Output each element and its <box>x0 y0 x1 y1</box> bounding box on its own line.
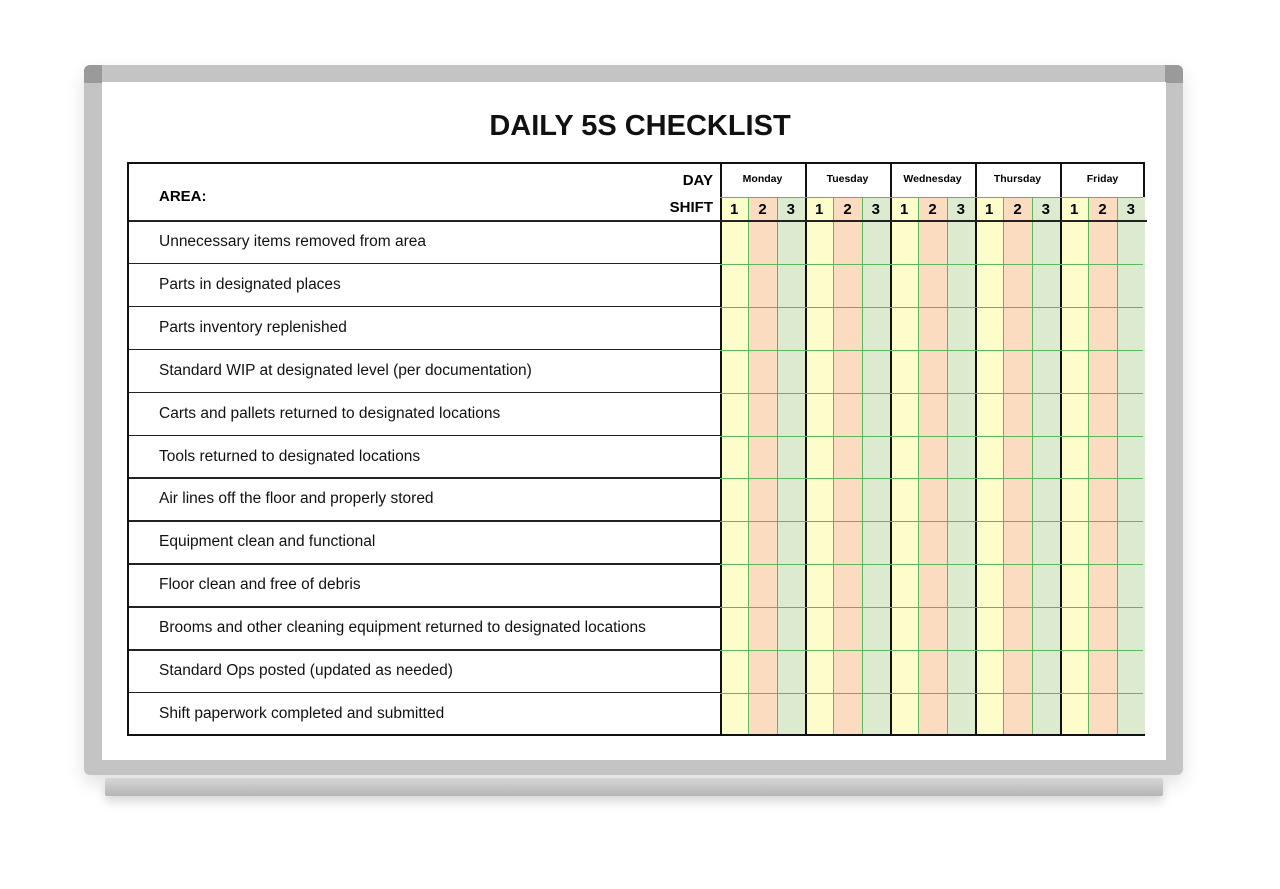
checkbox-cell[interactable] <box>833 478 861 521</box>
checkbox-cell[interactable] <box>862 393 890 436</box>
checkbox-cell[interactable] <box>975 607 1003 650</box>
checkbox-cell[interactable] <box>975 693 1003 736</box>
checklist-item-label: Air lines off the floor and properly stored <box>159 490 434 508</box>
checkbox-cell[interactable] <box>1032 307 1060 350</box>
shift-number: 1 <box>899 201 909 218</box>
checkbox-cell[interactable] <box>1117 521 1145 564</box>
checkbox-cell[interactable] <box>1060 521 1088 564</box>
divider <box>720 197 1143 198</box>
row-divider <box>129 392 720 394</box>
checkbox-cell[interactable] <box>1032 650 1060 693</box>
checkbox-cell[interactable] <box>833 393 861 436</box>
shift-number: 2 <box>1013 201 1022 218</box>
checklist-item-label: Carts and pallets returned to designated locations <box>159 404 501 422</box>
checkbox-cell[interactable] <box>777 478 805 521</box>
checkbox-cell[interactable] <box>862 564 890 607</box>
checkbox-cell[interactable] <box>862 650 890 693</box>
checkbox-cell[interactable] <box>862 478 890 521</box>
shift-number: 3 <box>1126 201 1135 218</box>
checkbox-cell[interactable] <box>720 521 748 564</box>
shift-number: 2 <box>843 201 852 218</box>
checkbox-cell[interactable] <box>720 350 748 393</box>
checklist-item-label: Tools returned to designated locations <box>159 447 421 465</box>
row-divider <box>129 220 1147 222</box>
checkbox-cell[interactable] <box>947 221 975 264</box>
checkbox-cell[interactable] <box>975 650 1003 693</box>
checkbox-cell[interactable] <box>1032 436 1060 479</box>
day-name: Friday <box>1086 173 1119 185</box>
shift-number: 3 <box>1041 201 1050 218</box>
checkbox-cell[interactable] <box>805 350 833 393</box>
day-name: Tuesday <box>826 173 869 185</box>
checkbox-cell[interactable] <box>1032 521 1060 564</box>
checkbox-cell[interactable] <box>1032 564 1060 607</box>
checklist-item-label: Floor clean and free of debris <box>159 576 361 594</box>
checkbox-cell[interactable] <box>890 693 918 736</box>
checkbox-cell[interactable] <box>805 478 833 521</box>
checkbox-cell[interactable] <box>748 436 776 479</box>
checkbox-cell[interactable] <box>1060 693 1088 736</box>
checkbox-cell[interactable] <box>805 436 833 479</box>
checkbox-cell[interactable] <box>975 478 1003 521</box>
checkbox-cell[interactable] <box>890 264 918 307</box>
shift-label: SHIFT <box>669 199 713 216</box>
checkbox-cell[interactable] <box>1032 693 1060 736</box>
checkbox-cell[interactable] <box>1003 264 1031 307</box>
grid-line <box>720 436 1143 437</box>
checkbox-cell[interactable] <box>805 393 833 436</box>
row-divider <box>129 477 720 479</box>
checkbox-cell[interactable] <box>918 264 946 307</box>
checkbox-cell[interactable] <box>1003 221 1031 264</box>
checkbox-cell[interactable] <box>1060 436 1088 479</box>
grid-line <box>720 393 1143 394</box>
shift-number: 3 <box>786 201 795 218</box>
checkbox-cell[interactable] <box>862 693 890 736</box>
checkbox-cell[interactable] <box>947 564 975 607</box>
checkbox-cell[interactable] <box>862 607 890 650</box>
checklist-item-label: Standard Ops posted (updated as needed) <box>159 662 453 679</box>
checkbox-cell[interactable] <box>918 650 946 693</box>
checkbox-cell[interactable] <box>947 650 975 693</box>
checkbox-cell[interactable] <box>777 521 805 564</box>
checkbox-cell[interactable] <box>975 221 1003 264</box>
checkbox-cell[interactable] <box>1117 264 1145 307</box>
checkbox-cell[interactable] <box>1003 521 1031 564</box>
checkbox-cell[interactable] <box>1060 650 1088 693</box>
checkbox-cell[interactable] <box>1088 307 1116 350</box>
grid-line <box>720 607 1143 608</box>
checkbox-cell[interactable] <box>805 264 833 307</box>
checkbox-cell[interactable] <box>748 607 776 650</box>
checkbox-cell[interactable] <box>720 564 748 607</box>
checkbox-cell[interactable] <box>1088 564 1116 607</box>
checkbox-cell[interactable] <box>1060 307 1088 350</box>
checkbox-cell[interactable] <box>890 521 918 564</box>
checkbox-cell[interactable] <box>1088 693 1116 736</box>
row-divider <box>129 263 720 265</box>
checkbox-cell[interactable] <box>720 607 748 650</box>
checkbox-cell[interactable] <box>1088 650 1116 693</box>
checkbox-cell[interactable] <box>1117 607 1145 650</box>
checkbox-cell[interactable] <box>805 607 833 650</box>
grid-line <box>720 650 1143 651</box>
shift-number: 1 <box>1069 201 1079 218</box>
checkbox-cell[interactable] <box>805 650 833 693</box>
checkbox-cell[interactable] <box>748 307 776 350</box>
checkbox-cell[interactable] <box>1003 650 1031 693</box>
row-divider <box>129 692 720 694</box>
checkbox-cell[interactable] <box>777 307 805 350</box>
checkbox-cell[interactable] <box>890 221 918 264</box>
checkbox-cell[interactable] <box>1117 221 1145 264</box>
shift-number: 1 <box>729 201 739 218</box>
checkbox-cell[interactable] <box>777 564 805 607</box>
checkbox-cell[interactable] <box>1088 350 1116 393</box>
checkbox-cell[interactable] <box>1032 350 1060 393</box>
checkbox-cell[interactable] <box>890 436 918 479</box>
page-title: DAILY 5S CHECKLIST <box>489 110 791 142</box>
checkbox-cell[interactable] <box>890 307 918 350</box>
checkbox-cell[interactable] <box>1003 393 1031 436</box>
checkbox-cell[interactable] <box>805 693 833 736</box>
checkbox-cell[interactable] <box>918 221 946 264</box>
checkbox-cell[interactable] <box>862 307 890 350</box>
checkbox-cell[interactable] <box>918 693 946 736</box>
checkbox-cell[interactable] <box>918 607 946 650</box>
checkbox-cell[interactable] <box>833 221 861 264</box>
checkbox-cell[interactable] <box>1032 393 1060 436</box>
checkbox-cell[interactable] <box>1060 607 1088 650</box>
checkbox-cell[interactable] <box>720 264 748 307</box>
checkbox-cell[interactable] <box>862 350 890 393</box>
checklist-item-label: Shift paperwork completed and submitted <box>159 704 445 722</box>
row-divider <box>129 649 720 651</box>
checkbox-cell[interactable] <box>1088 393 1116 436</box>
day-name: Wednesday <box>903 173 962 185</box>
row-divider <box>129 563 720 565</box>
shift-number: 2 <box>1098 201 1107 218</box>
grid-line <box>720 564 1143 565</box>
checkbox-cell[interactable] <box>777 393 805 436</box>
checkbox-cell[interactable] <box>748 478 776 521</box>
checkbox-cell[interactable] <box>1117 693 1145 736</box>
checkbox-cell[interactable] <box>947 607 975 650</box>
checkbox-cell[interactable] <box>833 350 861 393</box>
checkbox-cell[interactable] <box>1060 478 1088 521</box>
marker-tray <box>105 778 1163 796</box>
grid-line <box>720 350 1143 351</box>
checkbox-cell[interactable] <box>862 264 890 307</box>
checkbox-cell[interactable] <box>833 521 861 564</box>
checkbox-cell[interactable] <box>1060 350 1088 393</box>
checkbox-cell[interactable] <box>947 521 975 564</box>
checkbox-cell[interactable] <box>918 521 946 564</box>
checkbox-cell[interactable] <box>1088 264 1116 307</box>
checkbox-cell[interactable] <box>720 693 748 736</box>
checkbox-cell[interactable] <box>1003 478 1031 521</box>
checklist-table <box>127 162 1145 736</box>
checkbox-cell[interactable] <box>1003 607 1031 650</box>
checkbox-cell[interactable] <box>890 478 918 521</box>
shift-number: 2 <box>928 201 937 218</box>
checkbox-cell[interactable] <box>748 393 776 436</box>
checkbox-cell[interactable] <box>720 436 748 479</box>
checkbox-cell[interactable] <box>805 307 833 350</box>
shift-number: 3 <box>956 201 965 218</box>
grid-line <box>720 521 1143 522</box>
checkbox-cell[interactable] <box>862 221 890 264</box>
checkbox-cell[interactable] <box>1032 478 1060 521</box>
checkbox-cell[interactable] <box>1117 307 1145 350</box>
checkbox-cell[interactable] <box>805 521 833 564</box>
checkbox-cell[interactable] <box>748 221 776 264</box>
checkbox-cell[interactable] <box>1117 350 1145 393</box>
checkbox-cell[interactable] <box>1117 650 1145 693</box>
grid-line <box>720 693 1143 694</box>
checkbox-cell[interactable] <box>1088 221 1116 264</box>
checkbox-cell[interactable] <box>862 521 890 564</box>
area-label: AREA: <box>159 188 207 205</box>
checkbox-cell[interactable] <box>918 350 946 393</box>
checkbox-cell[interactable] <box>1060 564 1088 607</box>
checkbox-cell[interactable] <box>975 393 1003 436</box>
checkbox-cell[interactable] <box>748 350 776 393</box>
checkbox-cell[interactable] <box>833 264 861 307</box>
row-divider <box>129 349 720 351</box>
checkbox-cell[interactable] <box>1117 393 1145 436</box>
checkbox-cell[interactable] <box>1032 221 1060 264</box>
checkbox-cell[interactable] <box>1088 607 1116 650</box>
checkbox-cell[interactable] <box>947 693 975 736</box>
checkbox-cell[interactable] <box>918 478 946 521</box>
checkbox-cell[interactable] <box>1088 478 1116 521</box>
checklist-item-label: Brooms and other cleaning equipment returned to designated locations <box>159 619 646 637</box>
grid-line <box>720 478 1143 479</box>
checkbox-cell[interactable] <box>1003 350 1031 393</box>
checklist-item-label: Parts in designated places <box>159 275 341 293</box>
checklist-item-label: Unnecessary items removed from area <box>159 233 427 250</box>
day-label: DAY <box>682 172 713 189</box>
checkbox-cell[interactable] <box>1003 436 1031 479</box>
checkbox-cell[interactable] <box>1088 521 1116 564</box>
checkbox-cell[interactable] <box>1060 393 1088 436</box>
checklist-item-label: Standard WIP at designated level (per documentation) <box>159 361 532 379</box>
checkbox-cell[interactable] <box>777 350 805 393</box>
checkbox-cell[interactable] <box>975 564 1003 607</box>
checkbox-cell[interactable] <box>1060 221 1088 264</box>
checkbox-cell[interactable] <box>918 564 946 607</box>
checkbox-cell[interactable] <box>862 436 890 479</box>
day-name: Thursday <box>993 173 1042 185</box>
checkbox-cell[interactable] <box>720 650 748 693</box>
checkbox-cell[interactable] <box>918 436 946 479</box>
checkbox-cell[interactable] <box>777 221 805 264</box>
checkbox-cell[interactable] <box>918 393 946 436</box>
checkbox-cell[interactable] <box>1003 693 1031 736</box>
checkbox-cell[interactable] <box>947 350 975 393</box>
checkbox-cell[interactable] <box>975 264 1003 307</box>
shift-number: 1 <box>984 201 994 218</box>
checkbox-cell[interactable] <box>748 650 776 693</box>
checkbox-cell[interactable] <box>890 564 918 607</box>
checkbox-cell[interactable] <box>1060 264 1088 307</box>
row-divider <box>129 435 720 437</box>
checkbox-cell[interactable] <box>918 307 946 350</box>
checkbox-cell[interactable] <box>1032 264 1060 307</box>
row-divider <box>129 606 720 608</box>
checkbox-cell[interactable] <box>777 264 805 307</box>
shift-number: 3 <box>871 201 880 218</box>
checkbox-cell[interactable] <box>975 307 1003 350</box>
checkbox-cell[interactable] <box>720 478 748 521</box>
checkbox-cell[interactable] <box>975 350 1003 393</box>
checkbox-cell[interactable] <box>777 693 805 736</box>
checkbox-cell[interactable] <box>833 564 861 607</box>
checkbox-cell[interactable] <box>947 393 975 436</box>
checkbox-cell[interactable] <box>720 221 748 264</box>
checkbox-cell[interactable] <box>1117 436 1145 479</box>
grid-line <box>720 264 1143 265</box>
checkbox-cell[interactable] <box>1032 607 1060 650</box>
checkbox-cell[interactable] <box>833 693 861 736</box>
checklist-item-label: Equipment clean and functional <box>159 533 376 551</box>
shift-number: 2 <box>758 201 767 218</box>
checkbox-cell[interactable] <box>748 564 776 607</box>
checkbox-cell[interactable] <box>947 436 975 479</box>
checkbox-cell[interactable] <box>777 650 805 693</box>
row-divider <box>129 306 720 308</box>
checkbox-cell[interactable] <box>947 307 975 350</box>
checkbox-cell[interactable] <box>777 436 805 479</box>
checkbox-cell[interactable] <box>748 693 776 736</box>
shift-number: 1 <box>814 201 824 218</box>
checkbox-cell[interactable] <box>720 393 748 436</box>
checkbox-cell[interactable] <box>975 521 1003 564</box>
checkbox-cell[interactable] <box>748 264 776 307</box>
checkbox-cell[interactable] <box>833 607 861 650</box>
checkbox-cell[interactable] <box>833 650 861 693</box>
row-divider <box>129 520 720 522</box>
checkbox-cell[interactable] <box>1003 307 1031 350</box>
checkbox-cell[interactable] <box>1117 478 1145 521</box>
checkbox-cell[interactable] <box>890 350 918 393</box>
checkbox-cell[interactable] <box>1117 564 1145 607</box>
checkbox-cell[interactable] <box>833 436 861 479</box>
checkbox-cell[interactable] <box>890 607 918 650</box>
checkbox-cell[interactable] <box>890 650 918 693</box>
checkbox-cell[interactable] <box>1003 564 1031 607</box>
checkbox-cell[interactable] <box>975 436 1003 479</box>
checkbox-cell[interactable] <box>805 564 833 607</box>
checkbox-cell[interactable] <box>1088 436 1116 479</box>
checkbox-cell[interactable] <box>805 221 833 264</box>
checkbox-cell[interactable] <box>947 478 975 521</box>
checkbox-cell[interactable] <box>720 307 748 350</box>
day-name: Monday <box>742 173 783 185</box>
grid-line <box>720 307 1143 308</box>
checkbox-cell[interactable] <box>890 393 918 436</box>
checkbox-cell[interactable] <box>777 607 805 650</box>
checkbox-cell[interactable] <box>947 264 975 307</box>
checkbox-cell[interactable] <box>833 307 861 350</box>
checklist-item-label: Parts inventory replenished <box>159 318 347 336</box>
checkbox-cell[interactable] <box>748 521 776 564</box>
